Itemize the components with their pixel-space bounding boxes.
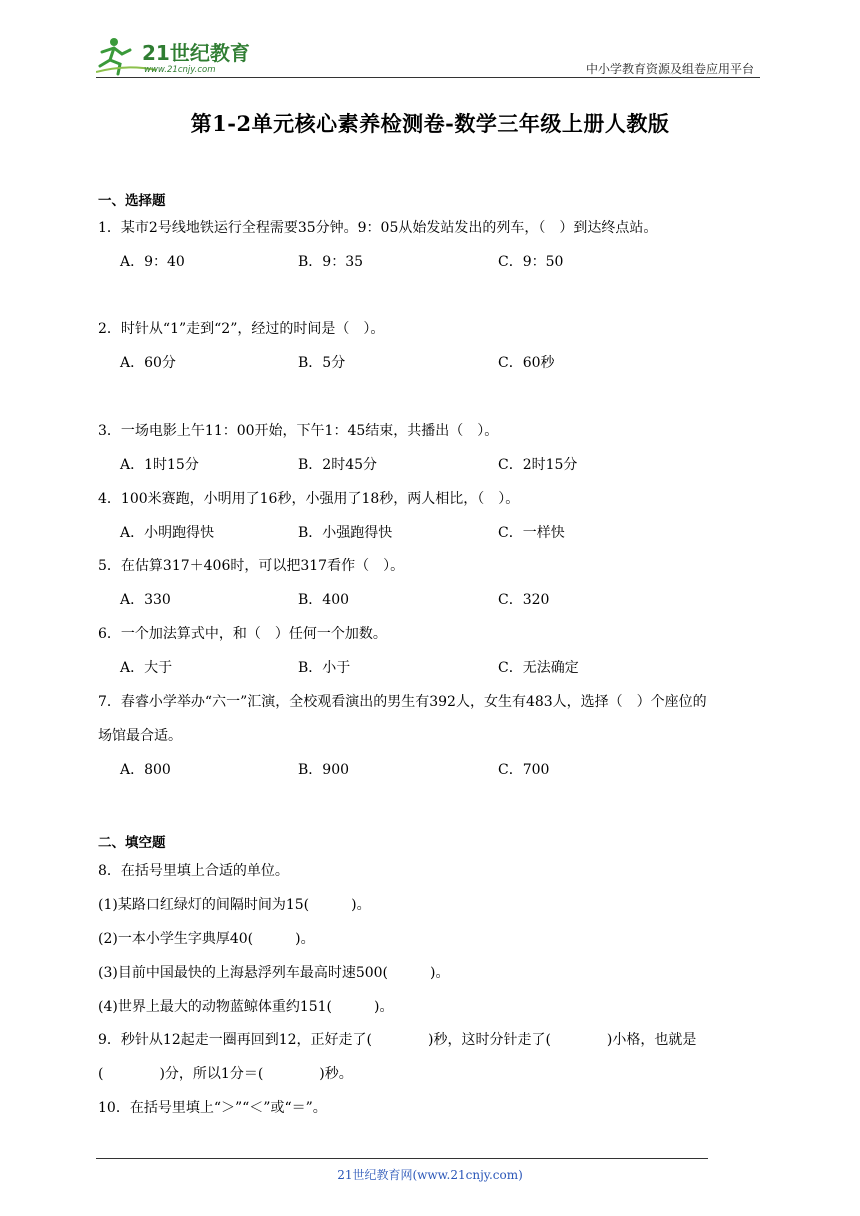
- q5-option-a: A．330: [120, 592, 171, 608]
- q7-stem-line2: 场馆最合适。: [98, 728, 182, 744]
- q7-option-c: C．700: [498, 762, 550, 778]
- q4-option-c: C．一样快: [498, 525, 565, 541]
- q8-part-3: (3)目前中国最快的上海悬浮列车最高时速500( )。: [98, 965, 450, 981]
- q1-option-a: A．9：40: [120, 254, 185, 270]
- q8-part-4: (4)世界上最大的动物蓝鲸体重约151( )。: [98, 999, 394, 1015]
- q6-option-a: A．大于: [120, 660, 173, 676]
- q5-stem: 5．在估算317＋406时，可以把317看作（ ）。: [98, 558, 405, 574]
- header-divider: [96, 77, 760, 78]
- section-heading-choice: 一、选择题: [98, 193, 166, 209]
- q10-stem: 10．在括号里填上“＞”“＜”或“＝”。: [98, 1100, 327, 1116]
- q3-option-b: B．2时45分: [298, 457, 378, 473]
- q2-stem: 2．时针从“1”走到“2”，经过的时间是（ ）。: [98, 321, 385, 337]
- q4-stem: 4．100米赛跑，小明用了16秒，小强用了18秒，两人相比，（ ）。: [98, 491, 520, 507]
- q7-stem-line1: 7．春睿小学举办“六一”汇演，全校观看演出的男生有392人，女生有483人，选择（ ）个座位的: [98, 694, 707, 710]
- platform-name: 中小学教育资源及组卷应用平台: [585, 62, 754, 76]
- q1-option-b: B．9：35: [298, 254, 364, 270]
- q2-option-a: A．60分: [120, 355, 176, 371]
- section-heading-fill: 二、填空题: [98, 835, 166, 851]
- q7-option-b: B．900: [298, 762, 350, 778]
- footer-divider: [96, 1158, 708, 1159]
- q1-stem: 1．某市2号线地铁运行全程需要35分钟。9：05从始发站发出的列车，（ ）到达终点站。: [98, 220, 658, 236]
- q6-option-c: C．无法确定: [498, 660, 579, 676]
- page-title: 第1-2单元核心素养检测卷-数学三年级上册人教版: [190, 111, 670, 136]
- q5-option-b: B．400: [298, 592, 350, 608]
- q7-option-a: A．800: [120, 762, 171, 778]
- q3-stem: 3．一场电影上午11：00开始，下午1：45结束，共播出（ ）。: [98, 423, 499, 439]
- q6-option-b: B．小于: [298, 660, 351, 676]
- q4-option-a: A．小明跑得快: [120, 525, 215, 541]
- logo-url: www.21cnjy.com: [144, 65, 216, 75]
- logo-text: 21世纪教育: [142, 41, 250, 65]
- q9-line1: 9．秒针从12起走一圈再回到12，正好走了( )秒，这时分针走了( )小格，也就是: [98, 1032, 697, 1048]
- q8-stem: 8．在括号里填上合适的单位。: [98, 863, 289, 879]
- q4-option-b: B．小强跑得快: [298, 525, 393, 541]
- q3-option-c: C．2时15分: [498, 457, 578, 473]
- q8-part-2: (2)一本小学生字典厚40( )。: [98, 931, 315, 947]
- q9-line2: ( )分，所以1分＝( )秒。: [98, 1066, 353, 1082]
- runner-logo-icon: [96, 36, 266, 78]
- q1-option-c: C．9：50: [498, 254, 564, 270]
- q6-stem: 6．一个加法算式中，和（ ）任何一个加数。: [98, 626, 387, 642]
- q8-part-1: (1)某路口红绿灯的间隔时间为15( )。: [98, 897, 371, 913]
- q3-option-a: A．1时15分: [120, 457, 199, 473]
- footer-link[interactable]: 21世纪教育网(www.21cnjy.com): [337, 1168, 523, 1182]
- site-logo: [96, 36, 266, 78]
- q2-option-b: B．5分: [298, 355, 346, 371]
- q2-option-c: C．60秒: [498, 355, 555, 371]
- q5-option-c: C．320: [498, 592, 550, 608]
